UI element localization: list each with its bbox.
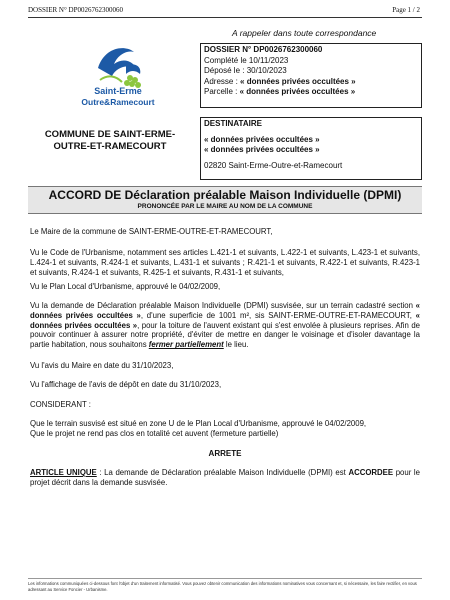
- adresse-label: Adresse :: [204, 76, 241, 86]
- demande-redacted-2: « données privées occultées »: [30, 310, 420, 330]
- document-subtitle: PRONONCÉE PAR LE MAIRE AU NOM DE LA COMMUNE: [137, 203, 313, 210]
- paragraph-considerant: CONSIDERANT :: [30, 400, 91, 409]
- destinataire-title: DESTINATAIRE: [204, 119, 262, 128]
- paragraph-zone: Que le terrain susvisé est situé en zone U de le Plan Local d'Urbanisme, approuvé le 04/02/2009,: [30, 419, 367, 428]
- dossier-adresse: [204, 77, 418, 88]
- commune-name: COMMUNE DE SAINT-ERME-OUTRE-ET-RAMECOURT: [44, 129, 176, 152]
- dossier-box-title: DOSSIER N° DP0026762300060: [204, 45, 323, 54]
- paragraph-avis-maire: Vu l'avis du Maire en date du 31/10/2023,: [30, 361, 174, 370]
- demande-text-4: le lieu.: [223, 340, 249, 350]
- header-page: Page 1 / 2: [392, 6, 420, 14]
- logo-text-line2: Outre&Ramecourt: [81, 97, 155, 107]
- paragraph-plu: Vu le Plan Local d'Urbanisme, approuvé le 04/02/2009,: [30, 282, 221, 291]
- logo-text-line1: Saint-Erme: [94, 86, 142, 96]
- article-label: ARTICLE UNIQUE: [30, 468, 97, 477]
- footer-rule: [28, 578, 422, 579]
- paragraph-demande: [30, 301, 420, 350]
- title-bar: [28, 186, 422, 214]
- paragraph-projet: Que le projet ne rend pas clos en totalité cet auvent (fermeture partielle): [30, 429, 279, 438]
- dossier-parcelle: [204, 87, 418, 98]
- header-rule: [28, 17, 422, 18]
- paragraph-affichage: Vu l'affichage de l'avis de dépôt en date du 31/10/2023,: [30, 380, 222, 389]
- document-title: ACCORD DE Déclaration préalable Maison Individuelle (DPMI): [48, 188, 402, 202]
- arrete-heading: ARRETE: [208, 449, 242, 458]
- article-accordee: ACCORDEE: [348, 468, 394, 477]
- commune-logo: [78, 40, 158, 112]
- article-text-1: : La demande de Déclaration préalable Maison Individuelle (DPMI) est: [96, 468, 349, 477]
- destinataire-line2: « données privées occultées »: [204, 145, 320, 154]
- rappel-note: A rappeler dans toute correspondance: [232, 28, 377, 38]
- dossier-complete: Complété le 10/11/2023: [204, 55, 289, 65]
- demande-text-1: Vu la demande de Déclaration préalable Maison Individuelle (DPMI) susvisée, sur un terrain cadastré section: [30, 301, 416, 310]
- adresse-value: « données privées occultées »: [240, 76, 356, 86]
- dossier-depose: Déposé le : 30/10/2023: [204, 66, 287, 75]
- parcelle-value: « données privées occultées »: [239, 87, 356, 96]
- demande-text-2: , d'une superficie de 1001 m², sis SAINT-ERME-OUTRE-ET-RAMECOURT,: [140, 310, 416, 320]
- destinataire-line1: « données privées occultées »: [204, 134, 320, 144]
- demande-text-3: , pour la toiture de l'auvent existant qui s'est envolée à plusieurs reprises. Afin de pouvoir continuer à assurer notre propriété, d'éviter de mettre en danger le voisinage et d'isoler davantage la partie habitation, nous souhaitons: [30, 320, 420, 350]
- article-unique: [30, 468, 420, 488]
- article-text-2: pour le projet décrit dans la demande susvisée.: [30, 468, 420, 487]
- dossier-box: [200, 43, 422, 108]
- header-dossier: DOSSIER N° DP0026762300060: [28, 6, 123, 14]
- demande-emphasis: fermer partiellement: [148, 340, 224, 350]
- parcelle-label: Parcelle :: [204, 87, 240, 96]
- destinataire-box: [200, 117, 422, 180]
- demande-redacted-1: « données privées occultées »: [30, 301, 420, 320]
- footer-notice: Les informations communiquées ci-dessous font l'objet d'un traitement informatisé. Vous pouvez obtenir communication des informations nominatives vous concernant et, si nécessaire, les faire rectifier, en vous adressant au Service Foncier - Urbanisme.: [28, 581, 417, 592]
- paragraph-maire: Le Maire de la commune de SAINT-ERME-OUTRE-ET-RAMECOURT,: [30, 227, 273, 236]
- destinataire-city: 02820 Saint-Erme-Outre-et-Ramecourt: [204, 160, 343, 170]
- paragraph-code-urbanisme: Vu le Code de l'Urbanisme, notamment ses articles L.421-1 et suivants, L.422-1 et suivants, L.423-1 et suivants, L.424-1 et suivants, R.424-1 et suivants, L.431-1 et suivants ; R.421-1 et suivants, R.422-1 et suivants, R.423-1 et suivants, R.424-1 et suivants, R.425-1 et suivants, R.431-1 et suivants,: [30, 248, 420, 277]
